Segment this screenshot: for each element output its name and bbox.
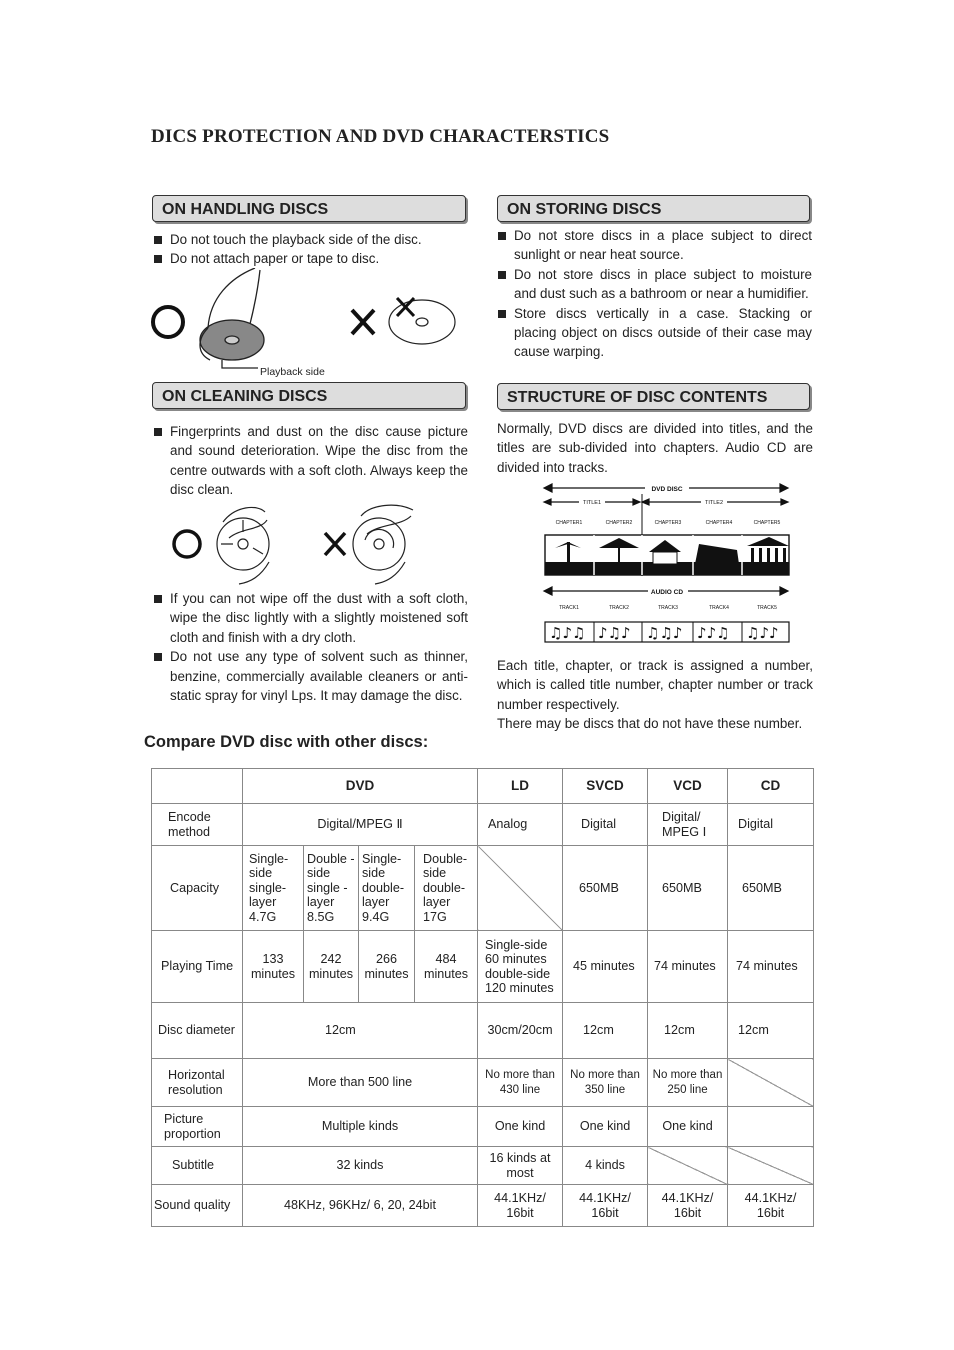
- music-notes-icon: ♫♪♪: [746, 624, 779, 642]
- cleaning-list-1: [152, 422, 468, 500]
- table-row: [152, 1059, 814, 1107]
- list-item: Do not store discs in place subject to moisture and dust such as a bathroom or near a humidifier.: [496, 265, 812, 304]
- chapter-images-strip: [545, 535, 789, 575]
- table-cell: 74 minutes: [728, 931, 814, 1003]
- title-label: TITLE2: [704, 500, 724, 506]
- correct-mark-icon: [174, 531, 200, 557]
- list-item: Store discs vertically in a case. Stacking or placing object on discs outside of their case may cause warping.: [496, 304, 812, 362]
- cleaning-list-2: [152, 589, 468, 705]
- list-item: Do not attach paper or tape to disc.: [152, 249, 472, 268]
- wrong-mark-icon: [325, 533, 345, 555]
- compare-table: [151, 768, 814, 1227]
- hand-holding-disc-icon: [200, 268, 264, 368]
- title-label: TITLE1: [582, 500, 602, 506]
- table-row: [152, 1147, 814, 1185]
- table-header: DVD: [243, 769, 478, 804]
- empty-cell: [728, 1147, 814, 1185]
- table-row: [152, 846, 814, 931]
- chapter-label: CHAPTER1: [555, 520, 583, 526]
- table-cell: 242 minutes: [304, 931, 359, 1003]
- table-header: SVCD: [563, 769, 648, 804]
- track-label: TRACK5: [757, 605, 777, 611]
- dvd-disc-label: DVD DISC: [651, 486, 683, 493]
- table-cell: 650MB: [648, 846, 728, 931]
- table-cell: 650MB: [563, 846, 648, 931]
- table-header: VCD: [648, 769, 728, 804]
- list-item: Do not touch the playback side of the disc.: [152, 230, 472, 249]
- row-label: Disc diameter: [152, 1003, 243, 1059]
- table-cell: Digital/ MPEG Ⅰ: [648, 804, 728, 846]
- track-boxes: [545, 622, 789, 642]
- row-label: Playing Time: [152, 931, 243, 1003]
- handling-heading: ON HANDLING DISCS: [152, 195, 466, 222]
- disc-structure-diagram: [541, 480, 791, 648]
- page-title: DICS PROTECTION AND DVD CHARACTERSTICS: [151, 126, 610, 147]
- table-row: [152, 1003, 814, 1059]
- table-cell: 650MB: [728, 846, 814, 931]
- table-row: [152, 1185, 814, 1227]
- table-cell: 484 minutes: [415, 931, 478, 1003]
- table-cell: One kind: [478, 1107, 563, 1147]
- empty-cell: [648, 1147, 728, 1185]
- row-label: Encode method: [152, 804, 243, 846]
- table-header: LD: [478, 769, 563, 804]
- table-cell: No more than 350 line: [563, 1059, 648, 1107]
- list-item: Do not use any type of solvent such as thinner, benzine, commercially available cleaners or anti-static spray for vinyl Lps. It may damage the disc.: [152, 647, 468, 705]
- row-label: Horizontal resolution: [152, 1059, 243, 1107]
- table-cell: 16 kinds at most: [478, 1147, 563, 1185]
- empty-cell: [478, 846, 563, 931]
- table-cell: 44.1KHz/ 16bit: [563, 1185, 648, 1227]
- chapter-label: CHAPTER5: [753, 520, 781, 526]
- table-cell: No more than 430 line: [478, 1059, 563, 1107]
- table-row: [152, 1107, 814, 1147]
- structure-heading: STRUCTURE OF DISC CONTENTS: [497, 383, 810, 410]
- table-cell: 266 minutes: [359, 931, 415, 1003]
- table-cell: Multiple kinds: [243, 1107, 478, 1147]
- structure-outro-1: Each title, chapter, or track is assigned a number, which is called title number, chapter number or track number respectively.: [497, 658, 813, 712]
- table-cell: Single-side 60 minutes double-side 120 minutes: [478, 931, 563, 1003]
- table-cell: 32 kinds: [243, 1147, 478, 1185]
- empty-cell: [728, 1059, 814, 1107]
- chapter-label: CHAPTER4: [705, 520, 733, 526]
- table-cell: [152, 769, 243, 804]
- storing-heading: ON STORING DISCS: [497, 195, 810, 222]
- compare-heading: Compare DVD disc with other discs:: [144, 733, 429, 751]
- playback-side-label: Playback side: [260, 366, 325, 378]
- table-cell: 12cm: [728, 1003, 814, 1059]
- table-row: [152, 931, 814, 1003]
- structure-outro-2: There may be discs that do not have these number.: [497, 716, 803, 731]
- chapter-label: CHAPTER2: [605, 520, 633, 526]
- table-cell: No more than 250 line: [648, 1059, 728, 1107]
- empty-cell: [728, 1107, 814, 1147]
- row-label: Subtitle: [152, 1147, 243, 1185]
- table-cell: 48KHz, 96KHz/ 6, 20, 24bit: [243, 1185, 478, 1227]
- music-notes-icon: ♪♪♫: [697, 624, 730, 642]
- list-item: Fingerprints and dust on the disc cause picture and sound deterioration. Wipe the disc from the centre outwards with a soft cloth. Always keep the disc clean.: [152, 422, 468, 500]
- music-notes-icon: ♫♪♫: [549, 624, 586, 642]
- track-label: TRACK3: [658, 605, 678, 611]
- table-cell: One kind: [563, 1107, 648, 1147]
- handling-illustration: [150, 268, 470, 380]
- handling-list: [152, 230, 472, 269]
- table-cell: Single-side double-layer 9.4G: [359, 846, 415, 931]
- cross-on-disc-icon: [397, 298, 414, 316]
- table-cell: 4 kinds: [563, 1147, 648, 1185]
- table-cell: One kind: [648, 1107, 728, 1147]
- wiping-disc-correct-icon: [217, 507, 269, 584]
- table-cell: 12cm: [648, 1003, 728, 1059]
- table-cell: 133 minutes: [243, 931, 304, 1003]
- table-cell: 45 minutes: [563, 931, 648, 1003]
- table-cell: 44.1KHz/ 16bit: [728, 1185, 814, 1227]
- table-cell: 30cm/20cm: [478, 1003, 563, 1059]
- cleaning-illustration: [165, 502, 425, 586]
- track-label: TRACK1: [559, 605, 579, 611]
- music-notes-icon: ♪♫♪: [598, 624, 631, 642]
- table-cell: Double -side single -layer 8.5G: [304, 846, 359, 931]
- table-header: CD: [728, 769, 814, 804]
- track-label: TRACK4: [709, 605, 729, 611]
- chapter-label: CHAPTER3: [654, 520, 682, 526]
- table-cell: Digital: [563, 804, 648, 846]
- row-label: Sound quality: [152, 1185, 243, 1227]
- table-cell: 44.1KHz/ 16bit: [478, 1185, 563, 1227]
- table-cell: Digital: [728, 804, 814, 846]
- table-row: [152, 804, 814, 846]
- audio-cd-label: AUDIO CD: [650, 589, 684, 596]
- list-item: If you can not wipe off the dust with a soft cloth, wipe the disc lightly with a slightly moistened soft cloth and finish with a dry cloth.: [152, 589, 468, 647]
- table-row: [152, 769, 814, 804]
- row-label: Capacity: [152, 846, 243, 931]
- list-item: Do not store discs in a place subject to direct sunlight or near heat source.: [496, 226, 812, 265]
- table-cell: Analog: [478, 804, 563, 846]
- music-notes-icon: ♫♫♪: [646, 624, 683, 642]
- row-label: Picture proportion: [152, 1107, 243, 1147]
- table-cell: Double-side double-layer 17G: [415, 846, 478, 931]
- wrong-mark-icon: [352, 310, 374, 334]
- table-cell: 74 minutes: [648, 931, 728, 1003]
- table-cell: 12cm: [563, 1003, 648, 1059]
- wiping-disc-wrong-icon: [353, 505, 413, 584]
- storing-list: [496, 226, 812, 362]
- structure-intro: Normally, DVD discs are divided into titles, and the titles are sub-divided into chapters. Audio CD are divided into tracks.: [497, 421, 813, 475]
- table-cell: 12cm: [243, 1003, 478, 1059]
- track-label: TRACK2: [609, 605, 629, 611]
- table-cell: 44.1KHz/ 16bit: [648, 1185, 728, 1227]
- table-cell: Digital/MPEG Ⅱ: [243, 804, 478, 846]
- table-cell: More than 500 line: [243, 1059, 478, 1107]
- correct-mark-icon: [153, 307, 183, 337]
- table-cell: Single-side single-layer 4.7G: [243, 846, 304, 931]
- cleaning-heading: ON CLEANING DISCS: [152, 382, 466, 409]
- disc-icon: [389, 300, 455, 344]
